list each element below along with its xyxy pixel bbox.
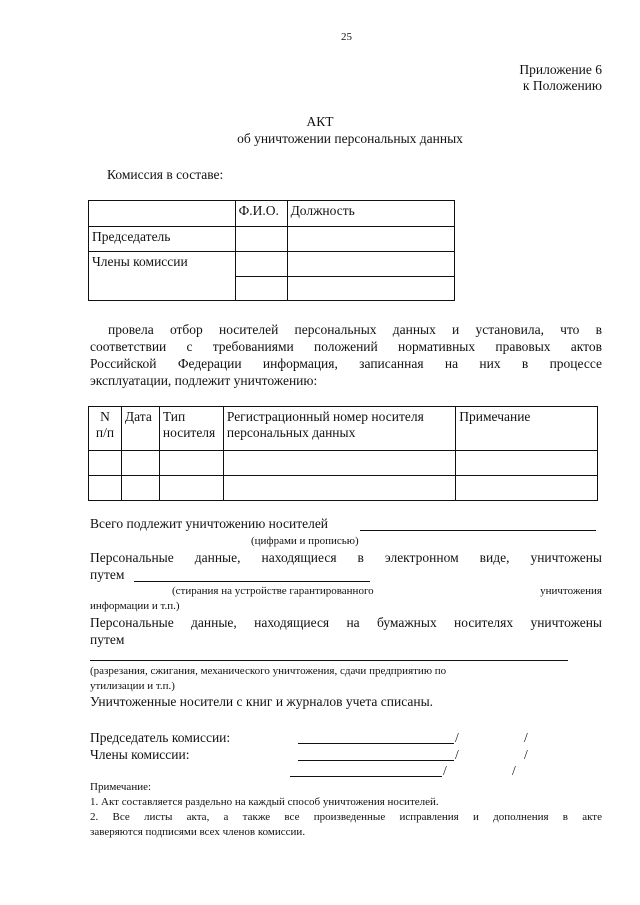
table-cell — [121, 451, 159, 476]
paragraph-line-2: соответствии с требованиями положений нормативных правовых актов — [90, 339, 602, 354]
commission-header-position: Должность — [287, 201, 454, 227]
table-cell — [89, 476, 122, 501]
commission-intro: Комиссия в составе: — [107, 167, 224, 182]
electronic-hint-2: информации и т.п.) — [90, 600, 180, 612]
appendix-line-1: Приложение 6 — [519, 62, 602, 77]
table-cell — [456, 476, 598, 501]
signature-member-line-2 — [290, 776, 442, 777]
media-header-date: Дата — [121, 407, 159, 451]
media-header-note: Примечание — [456, 407, 598, 451]
table-cell — [235, 277, 287, 301]
paper-line-2: путем — [90, 632, 125, 647]
appendix-line-2: к Положению — [522, 78, 602, 93]
media-header-number-l1: N — [100, 409, 110, 424]
table-cell — [456, 451, 598, 476]
signature-slash: / — [443, 763, 447, 778]
table-cell — [223, 451, 455, 476]
signature-slash: / — [455, 747, 459, 762]
signature-member-line-1 — [298, 760, 454, 761]
table-cell — [287, 252, 454, 277]
paper-hint-2: утилизации и т.п.) — [90, 680, 175, 692]
commission-header-name: Ф.И.О. — [235, 201, 287, 227]
electronic-hint-1: (стирания на устройстве гарантированного — [172, 585, 374, 597]
registry-note: Уничтоженные носители с книг и журналов учета списаны. — [90, 694, 434, 709]
paragraph-line-4: эксплуатации, подлежит уничтожению: — [90, 373, 318, 388]
table-cell — [159, 476, 223, 501]
media-header-regnum-l1: Регистрационный номер носителя — [226, 409, 424, 424]
table-cell — [235, 227, 287, 252]
paper-fill-line — [90, 660, 568, 661]
media-header-type-l1: Тип — [162, 409, 186, 424]
media-header-number — [89, 407, 122, 451]
electronic-fill-line — [134, 581, 370, 582]
paragraph-line-3: Российской Федерации информация, записанная на них в процессе — [90, 356, 602, 371]
paper-hint-1: (разрезания, сжигания, механического уничтожения, сдачи предприятию по — [90, 665, 447, 677]
table-cell — [121, 476, 159, 501]
paper-line-1: Персональные данные, находящиеся на бумажных носителях уничтожены — [90, 615, 602, 630]
signature-slash: / — [455, 730, 459, 745]
table-cell — [223, 476, 455, 501]
media-header-number-l2: п/п — [95, 425, 115, 440]
signature-members-label: Члены комиссии: — [90, 747, 190, 762]
electronic-hint-1-end: уничтожения — [540, 585, 602, 597]
page-number: 25 — [341, 31, 352, 43]
media-header-regnum — [223, 407, 455, 451]
signature-slash: / — [524, 730, 528, 745]
total-hint: (цифрами и прописью) — [251, 535, 359, 547]
document-subtitle: об уничтожении персональных данных — [237, 131, 463, 146]
notes-item-2-line-1: 2. Все листы акта, а также все произведенные исправления и дополнения в акте — [90, 811, 602, 823]
signature-slash: / — [512, 763, 516, 778]
media-table — [88, 406, 598, 501]
signature-chair-label: Председатель комиссии: — [90, 730, 231, 745]
media-header-type-l2: носителя — [162, 425, 216, 440]
media-header-type — [159, 407, 223, 451]
notes-heading: Примечание: — [90, 781, 152, 793]
commission-row-chair: Председатель — [89, 227, 236, 252]
electronic-line-1: Персональные данные, находящиеся в электронном виде, уничтожены — [90, 550, 602, 565]
paragraph-line-1: провела отбор носителей персональных данных и установила, что в — [108, 322, 602, 337]
table-cell — [89, 451, 122, 476]
appendix-label — [519, 62, 602, 94]
commission-header-empty — [89, 201, 236, 227]
document-title: АКТ — [306, 114, 334, 129]
notes-item-1: 1. Акт составляется раздельно на каждый способ уничтожения носителей. — [90, 796, 439, 808]
table-cell — [159, 451, 223, 476]
total-fill-line — [360, 530, 596, 531]
signature-chair-line — [298, 743, 454, 744]
total-label: Всего подлежит уничтожению носителей — [90, 516, 329, 531]
media-header-regnum-l2: персональных данных — [226, 425, 356, 440]
commission-table — [88, 200, 455, 301]
table-cell — [287, 277, 454, 301]
notes-item-2-line-2: заверяются подписями всех членов комиссии. — [90, 826, 306, 838]
commission-row-members: Члены комиссии — [89, 252, 236, 301]
electronic-line-2: путем — [90, 567, 125, 582]
table-cell — [235, 252, 287, 277]
table-cell — [287, 227, 454, 252]
signature-slash: / — [524, 747, 528, 762]
